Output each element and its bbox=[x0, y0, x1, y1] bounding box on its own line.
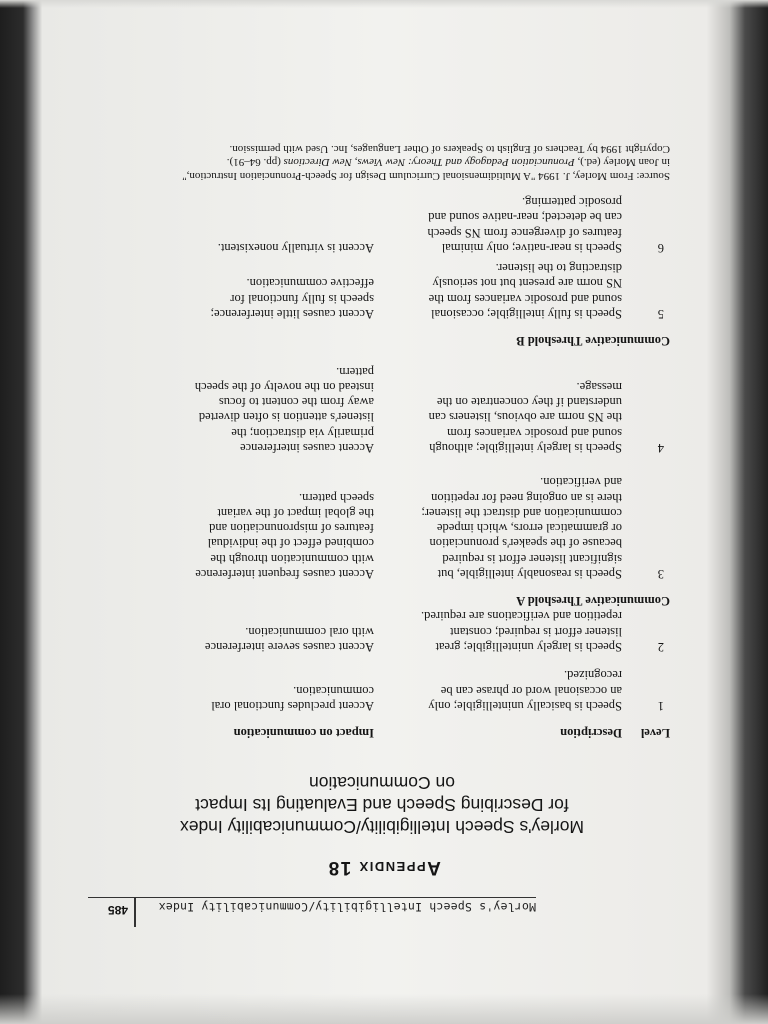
impact-line: the global impact of the variant bbox=[217, 505, 374, 520]
impact-line: Accent causes severe interference bbox=[205, 640, 374, 654]
communicative-threshold-a: Communicative Threshold A bbox=[516, 594, 670, 608]
appendix-title-line: for Describing Speech and Evaluating Its Impact bbox=[195, 795, 569, 815]
level-impact bbox=[126, 489, 374, 581]
description-line: prosodic patterning. bbox=[522, 195, 622, 210]
column-header-level: Level bbox=[640, 726, 670, 740]
level-number: 6 bbox=[657, 241, 664, 255]
impact-line: Accent causes interference bbox=[240, 441, 374, 455]
impact-line: pattern. bbox=[336, 364, 374, 379]
level-description bbox=[386, 379, 622, 455]
level-description bbox=[386, 260, 622, 321]
impact-line: effective communication. bbox=[246, 276, 374, 291]
description-line: repetition and verifications are required. bbox=[421, 609, 622, 624]
impact-line: communication. bbox=[293, 683, 374, 698]
impact-line: speech pattern. bbox=[299, 490, 374, 505]
impact-line: listener's attention is often diverted bbox=[198, 410, 374, 425]
description-line: sound and prosodic variances from bbox=[447, 425, 622, 440]
description-line: the NS norm are obvious, listeners can bbox=[428, 410, 622, 425]
description-line: Speech is largely unintelligible; great bbox=[435, 640, 622, 654]
impact-line: primarily via distraction; the bbox=[231, 425, 374, 440]
running-head: Morley's Speech Intelligibility/Communicability Index bbox=[158, 900, 536, 914]
description-line: distracting to the listener. bbox=[495, 261, 622, 276]
level-impact bbox=[126, 240, 374, 255]
description-line: Speech is reasonably intelligible, but bbox=[437, 567, 622, 581]
impact-line: Accent precludes functional oral bbox=[211, 699, 374, 713]
description-line: features of divergence from NS speech bbox=[427, 225, 622, 240]
impact-line: Accent causes little interference; bbox=[210, 307, 374, 321]
level-description bbox=[386, 474, 622, 581]
level-impact bbox=[126, 682, 374, 713]
description-line: there is an ongoing need for repetition bbox=[431, 490, 622, 505]
description-line: communication and distract the listener; bbox=[421, 505, 622, 520]
level-impact bbox=[126, 623, 374, 654]
source-text: (pp. 64–91). bbox=[226, 156, 284, 169]
description-line: Speech is fully intelligible; occasional bbox=[431, 307, 622, 321]
description-line: NS norm are present but not seriously bbox=[432, 276, 622, 291]
impact-line: Accent is virtually nonexistent. bbox=[217, 241, 374, 255]
level-description bbox=[386, 608, 622, 654]
source-text: in Joan Morley (ed.), bbox=[574, 156, 670, 169]
description-line: Speech is basically unintelligible; only bbox=[428, 699, 622, 713]
description-line: or grammatical errors, which impede bbox=[437, 521, 622, 536]
level-number: 2 bbox=[657, 640, 664, 654]
communicative-threshold-b: Communicative Threshold B bbox=[516, 334, 670, 348]
column-header-description: Description bbox=[560, 726, 622, 740]
appendix-title-line: on Communication bbox=[309, 773, 455, 793]
appendix-title bbox=[148, 772, 616, 838]
impact-line: with oral communication. bbox=[245, 624, 374, 639]
source-line: Source: From Morley, J. 1994 "A Multidimensional Curriculum Design for Speech-Pronunciation Instruction," bbox=[182, 170, 670, 182]
level-description bbox=[386, 194, 622, 255]
source-book-title: Pronunciation Pedagogy and Theory: New Views, New Directions bbox=[283, 156, 575, 169]
level-impact bbox=[126, 275, 374, 321]
impact-line: away from the content to focus bbox=[218, 395, 374, 410]
impact-line: speech is fully functional for bbox=[230, 291, 374, 306]
page-number: 485 bbox=[107, 903, 128, 917]
description-line: an occasional word or phrase can be bbox=[440, 683, 622, 698]
level-impact bbox=[126, 363, 374, 455]
description-line: can be detected; near-native sound and bbox=[428, 210, 622, 225]
level-number: 3 bbox=[657, 567, 664, 581]
description-line: because of the speaker's pronunciation bbox=[429, 536, 622, 551]
running-head-rule bbox=[88, 897, 536, 898]
impact-line: Accent causes frequent interference bbox=[195, 567, 374, 581]
appendix-label: Appendix 18 bbox=[327, 857, 441, 878]
description-line: sound and prosodic variances from the bbox=[428, 291, 622, 306]
appendix-title-line: Morley's Speech Intelligibility/Communicability Index bbox=[179, 817, 585, 837]
source-note bbox=[140, 142, 670, 183]
description-line: Speech is near-native; only minimal bbox=[441, 241, 622, 255]
level-number: 1 bbox=[657, 699, 664, 713]
description-line: and verification. bbox=[540, 475, 622, 490]
level-description bbox=[386, 667, 622, 713]
level-number: 5 bbox=[657, 307, 664, 321]
source-line: Copyright 1994 by Teachers of English to Speakers of Other Languages, Inc. Used with permission. bbox=[229, 143, 670, 155]
description-line: recognized. bbox=[564, 668, 622, 683]
impact-line: combined effect of the individual bbox=[207, 536, 374, 551]
source-line bbox=[140, 155, 670, 169]
description-line: Speech is largely intelligible; although bbox=[429, 441, 622, 455]
impact-line: features of mispronunciation and bbox=[209, 521, 374, 536]
description-line: message. bbox=[576, 379, 622, 394]
description-line: understand if they concentrate on the bbox=[437, 395, 622, 410]
level-number: 4 bbox=[657, 441, 664, 455]
impact-line: with communication through the bbox=[210, 551, 374, 566]
description-line: listener effort is required; constant bbox=[450, 624, 622, 639]
impact-line: instead on the novelty of the speech bbox=[194, 379, 374, 394]
description-line: significant listener effort is required bbox=[442, 551, 622, 566]
column-header-impact: Impact on communication bbox=[233, 726, 374, 740]
